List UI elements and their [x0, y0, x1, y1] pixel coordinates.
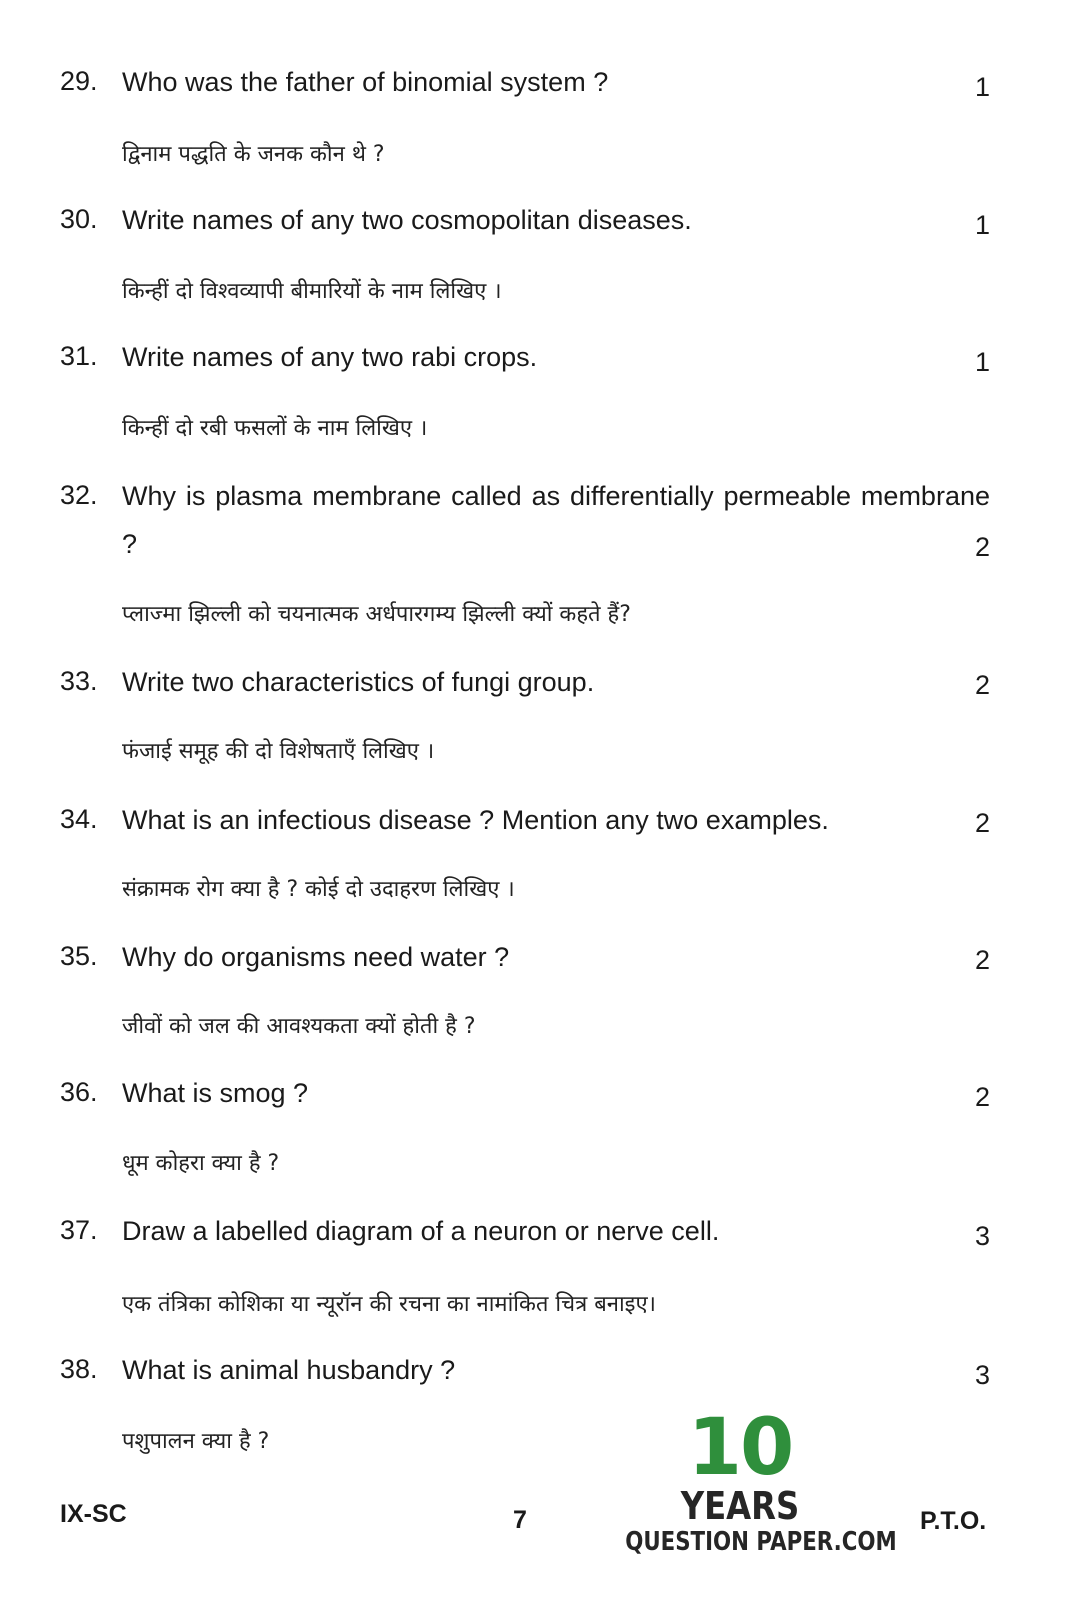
- question-marks: 2: [974, 670, 990, 700]
- question-marks: 3: [974, 1360, 990, 1390]
- question-hindi: प्लाज्मा झिल्ली को चयनात्मक अर्धपारगम्य झिल्ली क्यों कहते हैं?: [122, 602, 631, 627]
- question-text: Why do organisms need water ?: [122, 942, 510, 972]
- question-number: 38.: [60, 1354, 98, 1384]
- question-text: Write two characteristics of fungi group.: [122, 667, 595, 697]
- question-number: 35.: [60, 941, 98, 971]
- question-hindi: फंजाई समूह की दो विशेषताएँ लिखिए ।: [122, 739, 435, 764]
- watermark-years: YEARS: [680, 1484, 800, 1528]
- question-marks: 2: [974, 532, 990, 562]
- question-number: 33.: [60, 666, 98, 696]
- question-marks: 3: [974, 1221, 990, 1251]
- question-marks: 1: [974, 72, 990, 102]
- watermark-number: 10: [687, 1403, 793, 1493]
- question-number: 36.: [60, 1077, 98, 1107]
- question-text: What is animal husbandry ?: [122, 1355, 456, 1385]
- question-number: 32.: [60, 480, 98, 510]
- watermark-site: QUESTION PAPER.COM: [625, 1527, 897, 1557]
- question-marks: 2: [974, 808, 990, 838]
- question-number: 29.: [60, 66, 98, 96]
- question-marks: 2: [974, 1082, 990, 1112]
- question-text: What is an infectious disease ? Mention any two examples.: [122, 805, 829, 835]
- question-text: Write names of any two cosmopolitan diseases.: [122, 205, 692, 235]
- question-number: 30.: [60, 204, 98, 234]
- question-marks: 2: [974, 945, 990, 975]
- question-text: What is smog ?: [122, 1078, 309, 1108]
- question-hindi: एक तंत्रिका कोशिका या न्यूरॉन की रचना का नामांकित चित्र बनाइए।: [122, 1292, 656, 1317]
- question-hindi: किन्हीं दो रबी फसलों के नाम लिखिए ।: [122, 416, 428, 441]
- watermark-logo: [600, 1403, 897, 1558]
- question-text: Why is plasma membrane called as differentially permeable membrane ?: [122, 481, 990, 559]
- question-marks: 1: [974, 210, 990, 240]
- question-number: 34.: [60, 804, 98, 834]
- question-number: 31.: [60, 341, 98, 371]
- page-number: 7: [513, 1506, 527, 1534]
- question-number: 37.: [60, 1215, 98, 1245]
- question-hindi: किन्हीं दो विश्वव्यापी बीमारियों के नाम लिखिए ।: [122, 279, 502, 304]
- question-text: Write names of any two rabi crops.: [122, 342, 538, 372]
- question-text: Who was the father of binomial system ?: [122, 67, 609, 97]
- pto-label: P.T.O.: [920, 1507, 987, 1535]
- question-hindi: संक्रामक रोग क्या है ? कोई दो उदाहरण लिखिए ।: [122, 877, 515, 902]
- question-text: Draw a labelled diagram of a neuron or nerve cell.: [122, 1216, 720, 1246]
- question-marks: 1: [974, 347, 990, 377]
- question-hindi: धूम कोहरा क्या है ?: [122, 1151, 280, 1176]
- question-hindi: पशुपालन क्या है ?: [122, 1429, 270, 1454]
- question-hindi: जीवों को जल की आवश्यकता क्यों होती है ?: [122, 1014, 476, 1039]
- question-hindi: द्विनाम पद्धति के जनक कौन थे ?: [122, 142, 385, 167]
- paper-code: IX-SC: [60, 1500, 127, 1528]
